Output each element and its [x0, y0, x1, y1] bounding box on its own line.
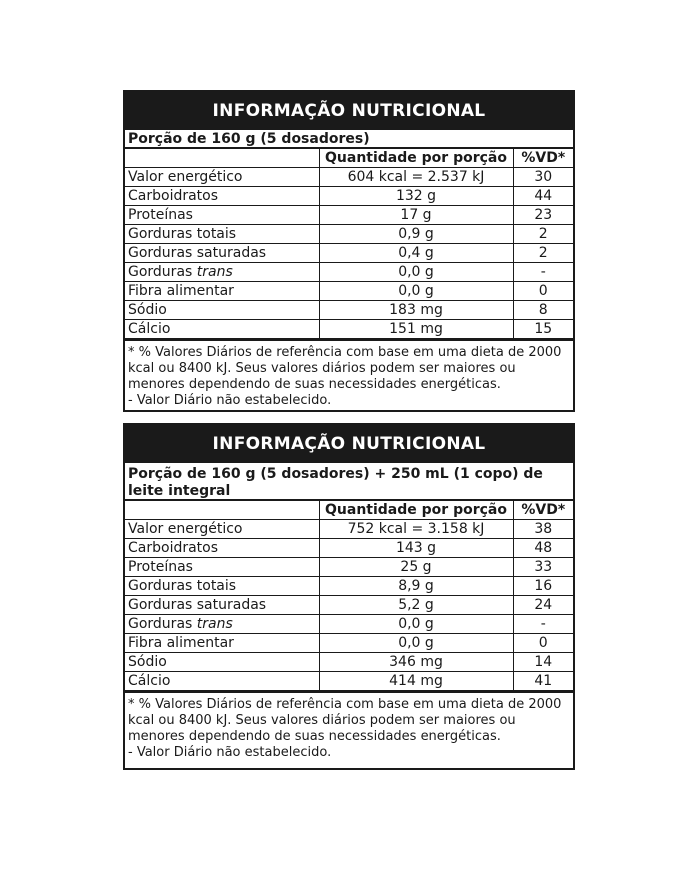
nutrient-name: Proteínas — [125, 206, 319, 225]
header-name — [125, 501, 319, 520]
nutrient-dv: - — [513, 615, 573, 634]
header-quantity: Quantidade por porção — [319, 149, 513, 168]
nutrient-quantity: 0,0 g — [319, 634, 513, 653]
footnote-not-established: - Valor Diário não estabelecido. — [128, 393, 332, 408]
nutrient-dv: 23 — [513, 206, 573, 225]
nutrient-dv: 41 — [513, 672, 573, 691]
nutrient-dv: 16 — [513, 577, 573, 596]
nutrient-quantity: 17 g — [319, 206, 513, 225]
nutrient-name: Sódio — [125, 301, 319, 320]
nutrient-name: Carboidratos — [125, 187, 319, 206]
footnote — [125, 339, 573, 409]
table-row — [125, 558, 573, 577]
nutrient-quantity: 151 mg — [319, 320, 513, 339]
panel-title: INFORMAÇÃO NUTRICIONAL — [125, 425, 573, 463]
nutrient-quantity: 25 g — [319, 558, 513, 577]
header-dv: %VD* — [513, 501, 573, 520]
nutrient-dv: 33 — [513, 558, 573, 577]
nutrient-dv: 24 — [513, 596, 573, 615]
nutrient-quantity: 0,0 g — [319, 282, 513, 301]
table-row — [125, 244, 573, 263]
nutrient-dv: 48 — [513, 539, 573, 558]
table-row — [125, 653, 573, 672]
footnote-daily-values: * % Valores Diários de referência com base em uma dieta de 2000 kcal ou 8400 kJ. Seus valores diários podem ser maiores ou menores dependendo de suas necessidades energéticas. — [128, 345, 562, 392]
nutrient-quantity: 143 g — [319, 539, 513, 558]
nutrient-quantity: 346 mg — [319, 653, 513, 672]
table-row — [125, 577, 573, 596]
table-row — [125, 187, 573, 206]
footnote-not-established: - Valor Diário não estabelecido. — [128, 745, 332, 760]
nutrient-name: Proteínas — [125, 558, 319, 577]
nutrient-name: Gorduras trans — [125, 263, 319, 282]
table-row — [125, 615, 573, 634]
nutrient-name: Gorduras saturadas — [125, 596, 319, 615]
nutrition-panel-with-milk — [123, 423, 575, 770]
table-header-row — [125, 149, 573, 168]
table-row — [125, 320, 573, 339]
footnote — [125, 691, 573, 761]
nutrient-dv: 15 — [513, 320, 573, 339]
footnote-daily-values: * % Valores Diários de referência com base em uma dieta de 2000 kcal ou 8400 kJ. Seus valores diários podem ser maiores ou menores dependendo de suas necessidades energéticas. — [128, 697, 562, 744]
nutrient-name: Cálcio — [125, 672, 319, 691]
nutrient-dv: 2 — [513, 244, 573, 263]
table-row — [125, 672, 573, 691]
nutrient-dv: 38 — [513, 520, 573, 539]
nutrient-quantity: 752 kcal = 3.158 kJ — [319, 520, 513, 539]
header-dv: %VD* — [513, 149, 573, 168]
nutrient-name: Gorduras trans — [125, 615, 319, 634]
nutrient-quantity: 414 mg — [319, 672, 513, 691]
table-row — [125, 282, 573, 301]
table-row — [125, 596, 573, 615]
table-row — [125, 263, 573, 282]
nutrient-dv: 14 — [513, 653, 573, 672]
table-header-row — [125, 501, 573, 520]
panel-title: INFORMAÇÃO NUTRICIONAL — [125, 92, 573, 130]
table-row — [125, 206, 573, 225]
table-row — [125, 539, 573, 558]
nutrient-name: Gorduras saturadas — [125, 244, 319, 263]
nutrient-name: Gorduras totais — [125, 577, 319, 596]
nutrient-dv: 30 — [513, 168, 573, 187]
nutrient-quantity: 0,0 g — [319, 615, 513, 634]
table-row — [125, 634, 573, 653]
nutrient-name: Carboidratos — [125, 539, 319, 558]
table-row — [125, 520, 573, 539]
nutrient-quantity: 132 g — [319, 187, 513, 206]
nutrient-dv: 8 — [513, 301, 573, 320]
portion-size: Porção de 160 g (5 dosadores) + 250 mL (1 copo) de leite integral — [125, 463, 573, 501]
nutrient-quantity: 604 kcal = 2.537 kJ — [319, 168, 513, 187]
table-row — [125, 301, 573, 320]
nutrient-name: Sódio — [125, 653, 319, 672]
nutrition-panel-powder — [123, 90, 575, 412]
nutrition-table — [125, 501, 573, 691]
nutrient-dv: 0 — [513, 634, 573, 653]
nutrient-quantity: 0,9 g — [319, 225, 513, 244]
nutrient-quantity: 0,0 g — [319, 263, 513, 282]
portion-size: Porção de 160 g (5 dosadores) — [125, 130, 573, 149]
nutrient-name: Fibra alimentar — [125, 282, 319, 301]
table-row — [125, 225, 573, 244]
nutrient-dv: 44 — [513, 187, 573, 206]
nutrient-quantity: 183 mg — [319, 301, 513, 320]
nutrient-name: Fibra alimentar — [125, 634, 319, 653]
nutrient-quantity: 0,4 g — [319, 244, 513, 263]
nutrient-dv: 2 — [513, 225, 573, 244]
nutrient-quantity: 5,2 g — [319, 596, 513, 615]
nutrition-table — [125, 149, 573, 339]
table-row — [125, 168, 573, 187]
nutrient-name: Valor energético — [125, 520, 319, 539]
nutrient-name: Valor energético — [125, 168, 319, 187]
header-name — [125, 149, 319, 168]
header-quantity: Quantidade por porção — [319, 501, 513, 520]
nutrient-dv: - — [513, 263, 573, 282]
nutrient-quantity: 8,9 g — [319, 577, 513, 596]
nutrient-name: Cálcio — [125, 320, 319, 339]
nutrient-name: Gorduras totais — [125, 225, 319, 244]
nutrient-dv: 0 — [513, 282, 573, 301]
